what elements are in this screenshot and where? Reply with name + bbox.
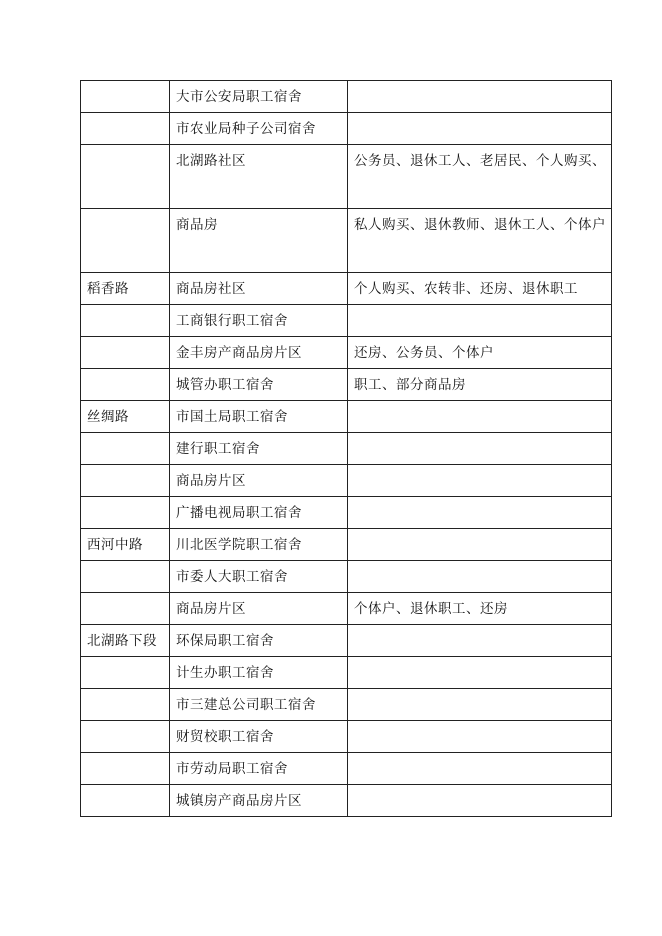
- table-row: [81, 369, 612, 401]
- road-cell: [81, 657, 170, 689]
- road-cell: [81, 561, 170, 593]
- community-cell: 商品房社区: [170, 273, 348, 305]
- residents-cell: [348, 433, 612, 465]
- table-row: [81, 305, 612, 337]
- community-cell: 环保局职工宿舍: [170, 625, 348, 657]
- table-row: [81, 593, 612, 625]
- community-cell: 建行职工宿舍: [170, 433, 348, 465]
- road-cell: [81, 753, 170, 785]
- residents-cell: [348, 401, 612, 433]
- table-row: [81, 433, 612, 465]
- road-cell: [81, 209, 170, 273]
- residents-cell: [348, 113, 612, 145]
- community-cell: 市农业局种子公司宿舍: [170, 113, 348, 145]
- road-cell: [81, 721, 170, 753]
- table-row: [81, 273, 612, 305]
- residents-cell: [348, 785, 612, 817]
- table-row: [81, 81, 612, 113]
- road-cell: [81, 337, 170, 369]
- road-cell: [81, 497, 170, 529]
- road-cell: 西河中路: [81, 529, 170, 561]
- residents-cell: 个体户、退休职工、还房: [348, 593, 612, 625]
- residents-cell: [348, 497, 612, 529]
- residents-cell: [348, 465, 612, 497]
- community-cell: 商品房片区: [170, 593, 348, 625]
- community-cell: 商品房: [170, 209, 348, 273]
- residents-cell: [348, 81, 612, 113]
- road-cell: [81, 369, 170, 401]
- residents-cell: [348, 753, 612, 785]
- table-row: [81, 753, 612, 785]
- residents-cell: [348, 625, 612, 657]
- community-cell: 商品房片区: [170, 465, 348, 497]
- road-cell: [81, 785, 170, 817]
- residence-table: [80, 80, 612, 817]
- table-row: [81, 529, 612, 561]
- table-row: [81, 625, 612, 657]
- residents-cell: [348, 721, 612, 753]
- table-row: [81, 145, 612, 209]
- road-cell: [81, 433, 170, 465]
- road-cell: 丝绸路: [81, 401, 170, 433]
- table-row: [81, 721, 612, 753]
- community-cell: 市委人大职工宿舍: [170, 561, 348, 593]
- residents-cell: 职工、部分商品房: [348, 369, 612, 401]
- residents-cell: 公务员、退休工人、老居民、个人购买、: [348, 145, 612, 209]
- community-cell: 广播电视局职工宿舍: [170, 497, 348, 529]
- road-cell: [81, 81, 170, 113]
- table-row: [81, 561, 612, 593]
- community-cell: 市三建总公司职工宿舍: [170, 689, 348, 721]
- road-cell: [81, 689, 170, 721]
- road-cell: [81, 593, 170, 625]
- residents-cell: [348, 529, 612, 561]
- road-cell: 北湖路下段: [81, 625, 170, 657]
- road-cell: [81, 465, 170, 497]
- residents-cell: 个人购买、农转非、还房、退休职工: [348, 273, 612, 305]
- residents-cell: 私人购买、退休教师、退休工人、个体户: [348, 209, 612, 273]
- community-cell: 城管办职工宿舍: [170, 369, 348, 401]
- community-cell: 大市公安局职工宿舍: [170, 81, 348, 113]
- table-row: [81, 785, 612, 817]
- residents-cell: [348, 657, 612, 689]
- table-row: [81, 497, 612, 529]
- community-cell: 市国土局职工宿舍: [170, 401, 348, 433]
- community-cell: 计生办职工宿舍: [170, 657, 348, 689]
- table-row: [81, 465, 612, 497]
- table-row: [81, 657, 612, 689]
- table-row: [81, 209, 612, 273]
- residents-cell: [348, 305, 612, 337]
- community-cell: 城镇房产商品房片区: [170, 785, 348, 817]
- table-row: [81, 113, 612, 145]
- community-cell: 财贸校职工宿舍: [170, 721, 348, 753]
- community-cell: 金丰房产商品房片区: [170, 337, 348, 369]
- residents-cell: [348, 689, 612, 721]
- road-cell: [81, 113, 170, 145]
- table-row: [81, 401, 612, 433]
- road-cell: [81, 145, 170, 209]
- community-cell: 工商银行职工宿舍: [170, 305, 348, 337]
- road-cell: [81, 305, 170, 337]
- residents-cell: 还房、公务员、个体户: [348, 337, 612, 369]
- table-row: [81, 337, 612, 369]
- community-cell: 市劳动局职工宿舍: [170, 753, 348, 785]
- road-cell: 稻香路: [81, 273, 170, 305]
- community-cell: 川北医学院职工宿舍: [170, 529, 348, 561]
- residents-cell: [348, 561, 612, 593]
- community-cell: 北湖路社区: [170, 145, 348, 209]
- table-row: [81, 689, 612, 721]
